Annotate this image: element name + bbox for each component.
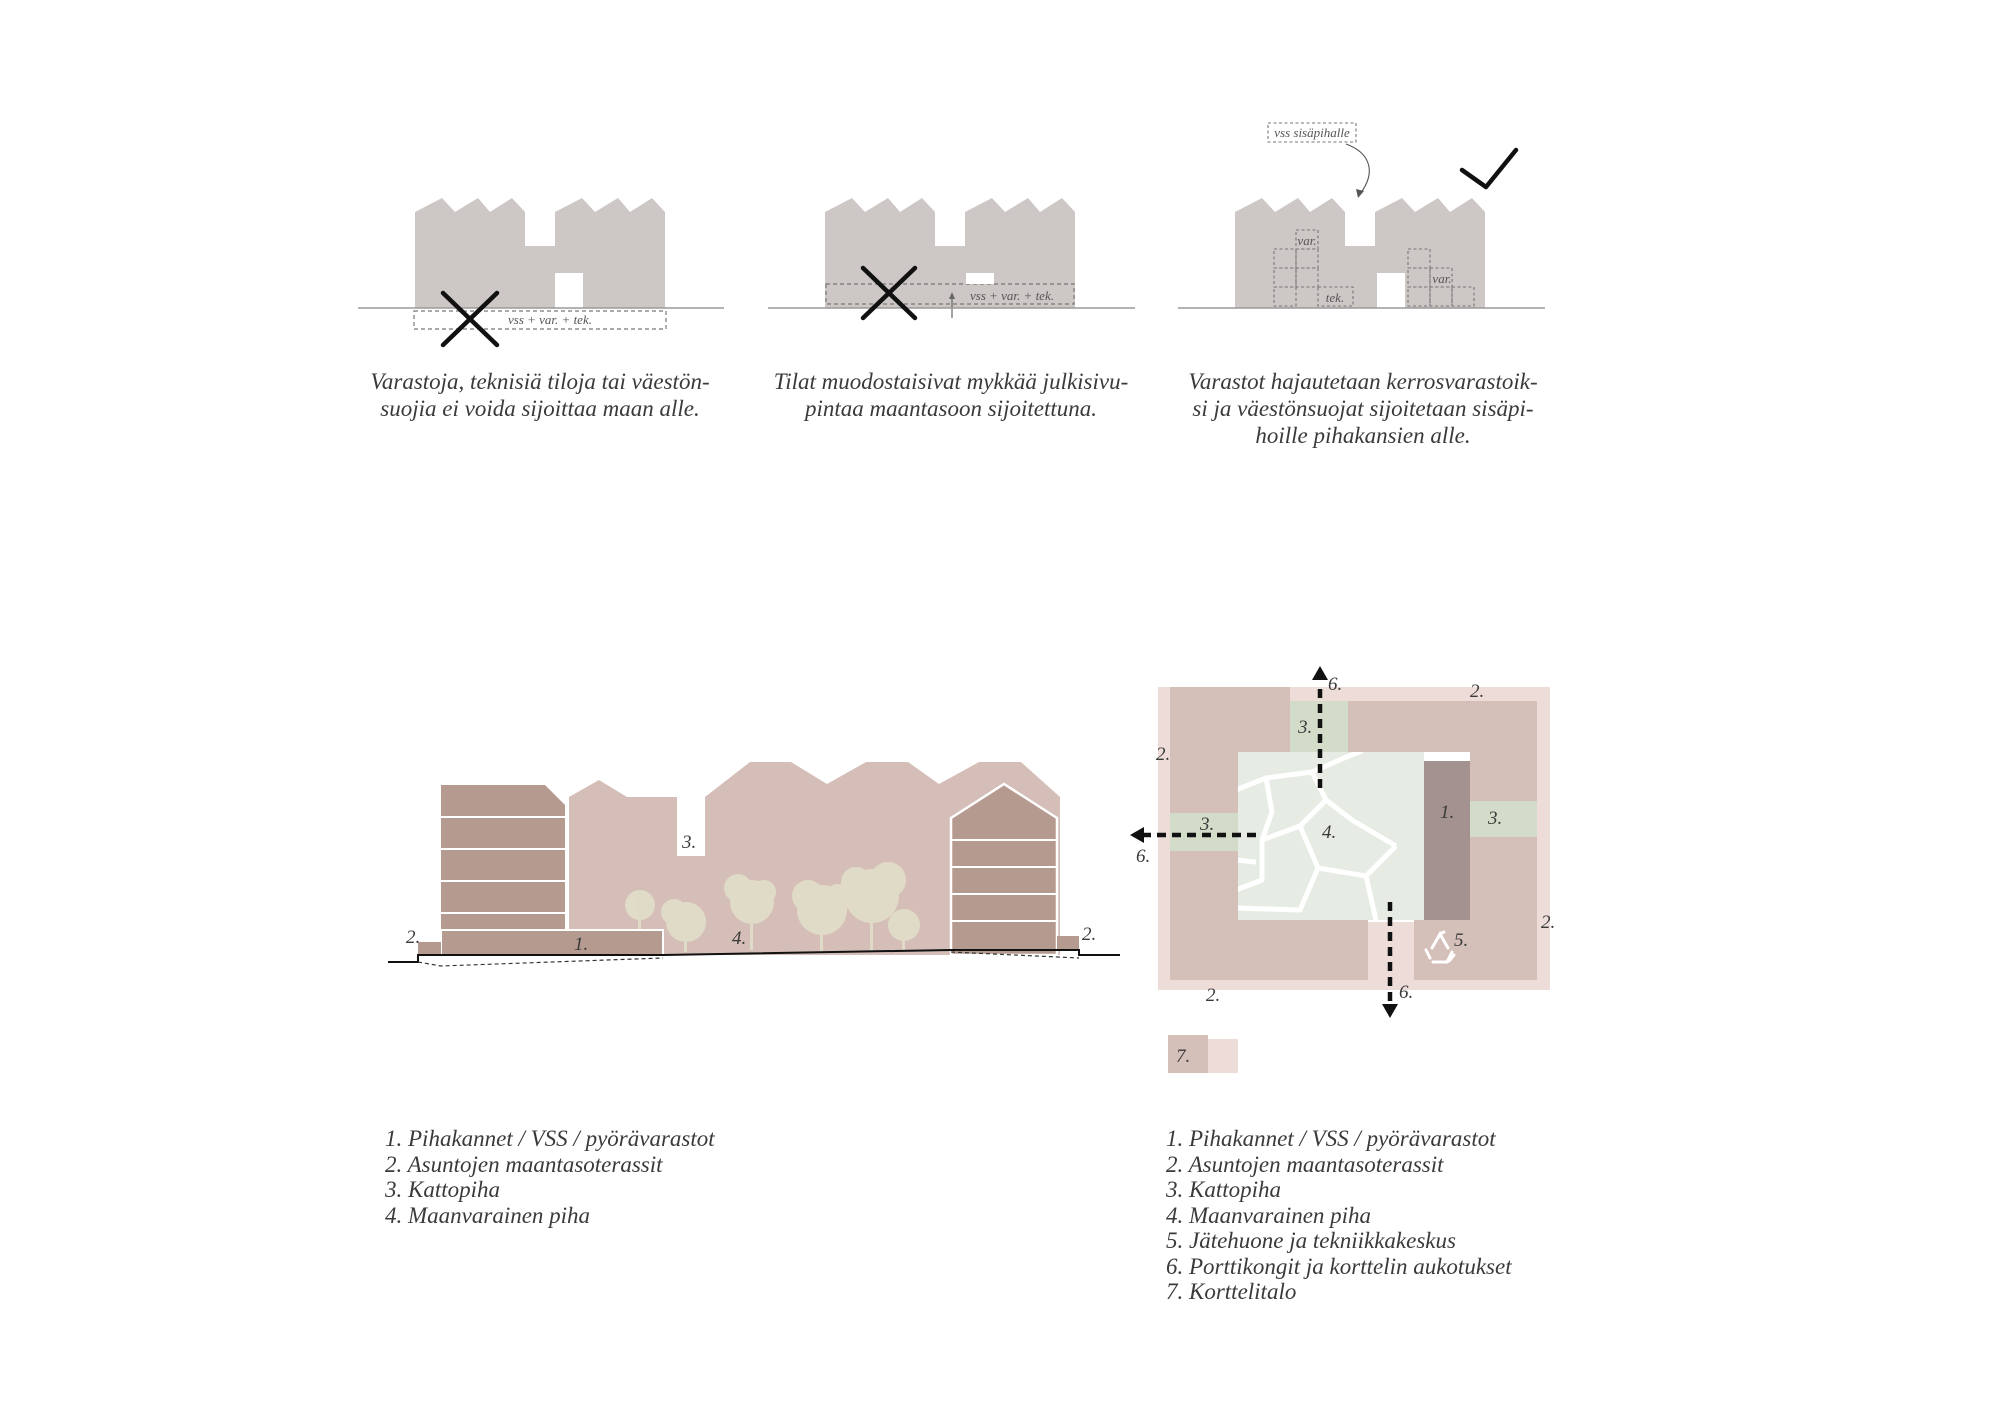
legend-item: 5. Jätehuone ja tekniikkakeskus xyxy=(1166,1228,1456,1253)
plan-label-2-bottom: 2. xyxy=(1206,985,1221,1006)
plan-label-3-right: 3. xyxy=(1488,808,1503,829)
plan-label-7: 7. xyxy=(1176,1046,1191,1067)
caption-diagram-2 xyxy=(746,368,1156,422)
plan-label-6-bottom: 6. xyxy=(1399,982,1414,1003)
caption-line: si ja väestönsuojat sijoitetaan sisäpi- xyxy=(1192,396,1534,421)
roof-right xyxy=(1470,801,1537,837)
underground-label: vss + var. + tek. xyxy=(508,312,592,327)
legend-plan xyxy=(1166,1126,1512,1305)
legend-item: 7. Korttelitalo xyxy=(1166,1279,1297,1304)
check-icon xyxy=(1462,150,1516,187)
note-arrow xyxy=(1346,144,1369,194)
block-right-upper xyxy=(1470,701,1537,801)
section-label-2-left: 2. xyxy=(406,927,421,948)
block-bottom xyxy=(1170,920,1368,980)
caption-diagram-3 xyxy=(1158,368,1568,449)
caption-line: Tilat muodostaisivat mykkää julkisivu- xyxy=(773,369,1129,394)
plan-label-2-right: 2. xyxy=(1541,912,1556,933)
legend-section xyxy=(385,1126,715,1228)
legend-item: 1. Pihakannet / VSS / pyörävarastot xyxy=(385,1126,715,1151)
plan-label-3-top: 3. xyxy=(1298,717,1313,738)
courtyard-building xyxy=(1424,761,1470,920)
legend-item: 4. Maanvarainen piha xyxy=(1166,1202,1372,1228)
street-section xyxy=(388,762,1120,966)
plan-label-6-top: 6. xyxy=(1328,674,1343,695)
diagram-underground-option xyxy=(358,198,724,345)
legend-item: 3. Kattopiha xyxy=(1166,1177,1282,1202)
caption-line: hoille pihakansien alle. xyxy=(1255,423,1471,448)
legend-item: 2. Asuntojen maantasoterassit xyxy=(1166,1151,1444,1177)
legend-item: 3. Kattopiha xyxy=(385,1177,501,1202)
caption-line: pintaa maantasoon sijoitettuna. xyxy=(805,396,1097,421)
basement-dash-left xyxy=(418,958,663,966)
factory-silhouette xyxy=(1235,198,1485,308)
storage-label: vss + var. + tek. xyxy=(970,288,1054,303)
caption-line: Varastoja, teknisiä tiloja tai väestön- xyxy=(370,369,710,394)
block-left-upper xyxy=(1170,687,1238,813)
legend-item: 2. Asuntojen maantasoterassit xyxy=(385,1151,663,1177)
plan-label-6-left: 6. xyxy=(1136,846,1151,867)
swatch-7-light xyxy=(1208,1039,1238,1073)
section-label-3: 3. xyxy=(682,832,697,853)
plan-label-2-left: 2. xyxy=(1156,744,1171,765)
caption-line: suojia ei voida sijoittaa maan alle. xyxy=(380,396,700,421)
section-label-4: 4. xyxy=(732,928,747,949)
diagram-groundfloor-option xyxy=(768,198,1135,318)
legend-item: 1. Pihakannet / VSS / pyörävarastot xyxy=(1166,1126,1496,1151)
terrace-right xyxy=(1057,936,1079,950)
caption-diagram-1 xyxy=(340,368,740,422)
legend-item: 4. Maanvarainen piha xyxy=(385,1202,591,1228)
entrance-opening xyxy=(555,273,583,308)
note-label: vss sisäpihalle xyxy=(1274,125,1350,140)
block-right xyxy=(951,784,1057,955)
terrace-left xyxy=(418,942,441,956)
section-label-2-right: 2. xyxy=(1082,924,1097,945)
caption-line: Varastot hajautetaan kerrosvarastoik- xyxy=(1188,369,1538,394)
plan-label-2-top: 2. xyxy=(1470,681,1485,702)
block-right-lower xyxy=(1470,837,1537,980)
entrance-opening xyxy=(1377,273,1405,308)
plan-label-4: 4. xyxy=(1322,822,1337,843)
plan-label-5: 5. xyxy=(1454,930,1469,951)
courtyard-deck xyxy=(441,930,663,955)
var-label: var. xyxy=(1432,271,1452,286)
factory-silhouette xyxy=(415,198,665,308)
entrance-opening xyxy=(966,273,994,284)
section-label-1: 1. xyxy=(574,934,589,955)
tek-label: tek. xyxy=(1325,290,1345,305)
diagram-distributed-option xyxy=(1178,123,1545,308)
legend-item: 6. Porttikongit ja korttelin aukotukset xyxy=(1166,1253,1512,1279)
block-plan xyxy=(1130,666,1555,1073)
plan-label-3-left: 3. xyxy=(1200,814,1215,835)
var-label: var. xyxy=(1297,233,1317,248)
plan-label-1: 1. xyxy=(1440,802,1455,823)
